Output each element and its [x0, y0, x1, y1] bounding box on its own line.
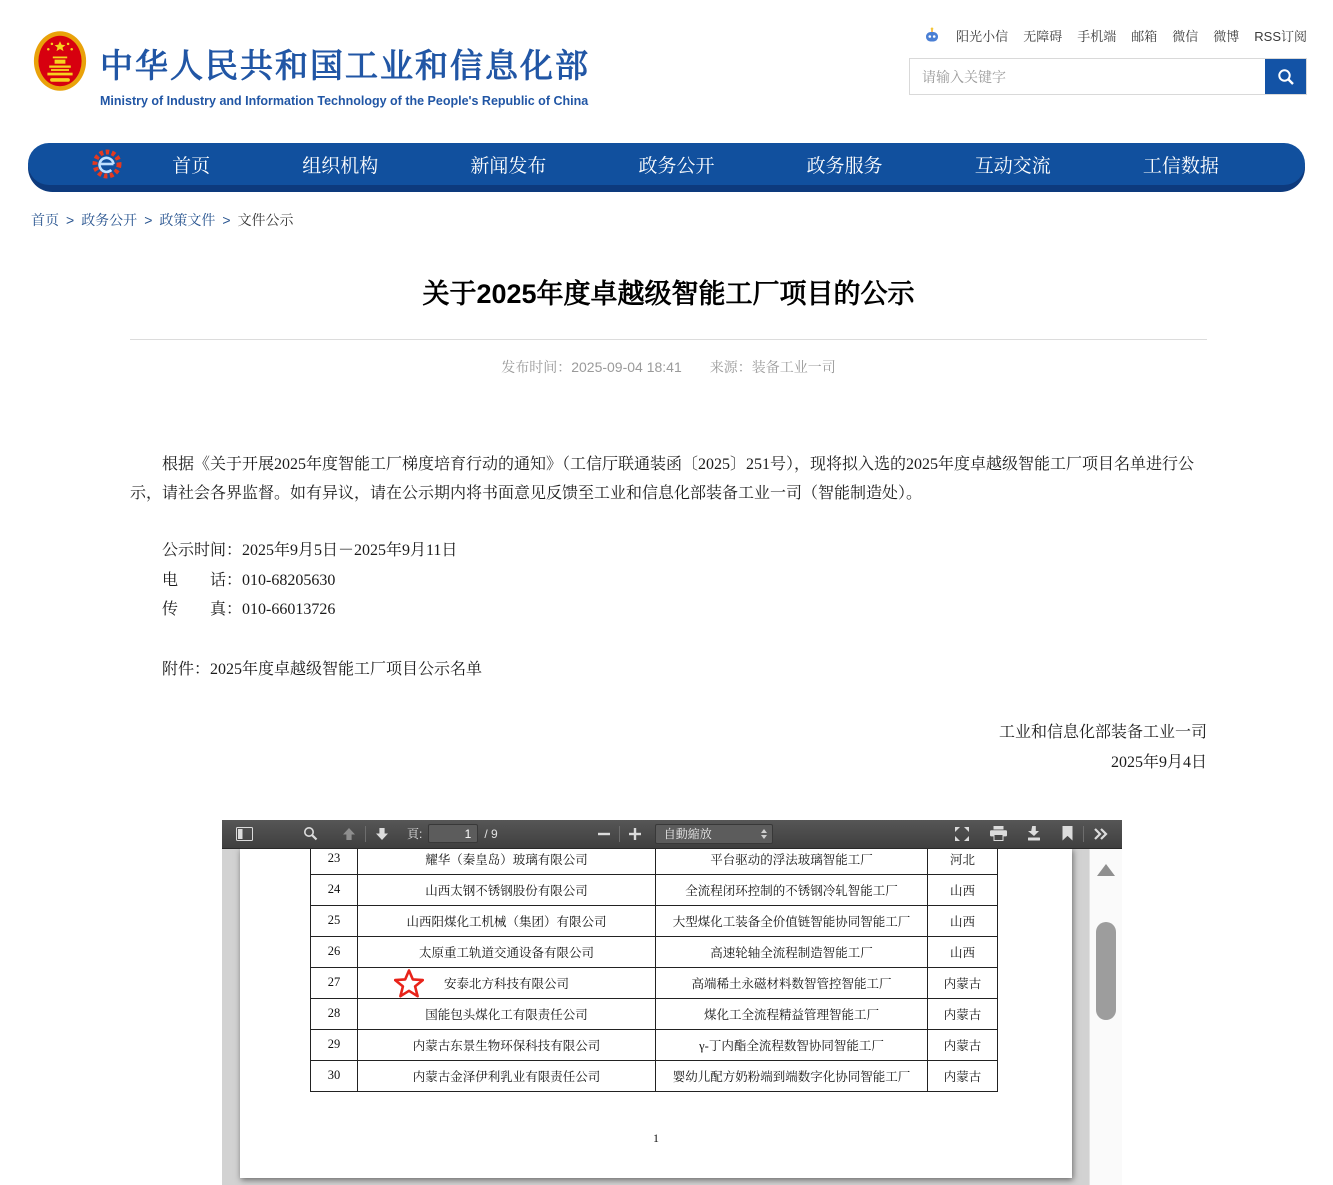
breadcrumb-item-1[interactable]: 首页: [31, 212, 59, 228]
signature-department: 工业和信息化部装备工业一司: [998, 723, 1207, 741]
site-title-block: [100, 40, 590, 108]
breadcrumb-separator: >: [66, 212, 75, 228]
article-body: [130, 450, 1207, 778]
quick-link-7[interactable]: RSS订阅: [1254, 29, 1307, 44]
cell-no: 29: [311, 1029, 358, 1060]
nav-item-1[interactable]: 首页: [172, 155, 211, 177]
presentation-mode-icon: [954, 826, 970, 842]
page-number-input[interactable]: [428, 824, 478, 843]
cell-no: 24: [311, 874, 358, 905]
cell-no: 30: [311, 1060, 358, 1091]
site-title: 中华人民共和国工业和信息化部: [100, 47, 590, 84]
cell-company: 太原重工轨道交通设备有限公司: [358, 936, 656, 967]
sidebar-toggle-icon: [236, 827, 253, 841]
previous-page-button[interactable]: [338, 825, 360, 843]
table-row: [311, 967, 998, 998]
cell-province: 河北: [928, 848, 998, 875]
scrollbar-up-icon[interactable]: [1097, 864, 1115, 876]
table-row: [311, 936, 998, 967]
table-row: [311, 998, 998, 1029]
header-right: [909, 26, 1307, 95]
quick-link-4[interactable]: 邮箱: [1131, 29, 1158, 44]
page-up-icon: [342, 827, 356, 841]
cell-company: 耀华（秦皇岛）玻璃有限公司: [358, 848, 656, 875]
contact-info: [130, 536, 1207, 625]
cell-province: 内蒙古: [928, 1060, 998, 1091]
select-spinner-icon: [761, 829, 767, 839]
signature-block: [130, 718, 1207, 778]
quick-link-5[interactable]: 微信: [1172, 29, 1199, 44]
cell-province: 山西: [928, 936, 998, 967]
quick-links: [909, 26, 1307, 45]
pdf-toolbar: [222, 820, 1122, 848]
cell-project: 大型煤化工装备全价值链智能协同智能工厂: [656, 905, 928, 936]
cell-no: 26: [311, 936, 358, 967]
double-chevron-right-icon: [1093, 828, 1108, 840]
miit-gear-logo-icon: [90, 147, 126, 181]
table-row: [311, 848, 998, 875]
site-header: [0, 0, 1333, 143]
site-subtitle: Ministry of Industry and Information Technology of the People's Republic of China: [100, 94, 589, 108]
table-row: [311, 1060, 998, 1091]
toolbar-right-group: [950, 824, 1122, 844]
bookmark-icon: [1061, 826, 1074, 841]
zoom-in-button[interactable]: [625, 826, 645, 842]
info-line-3: 传 真：010-66013726: [162, 601, 336, 618]
attachment-link[interactable]: 附件：2025年度卓越级智能工厂项目公示名单: [162, 660, 483, 678]
cell-company: 内蒙古东景生物环保科技有限公司: [358, 1029, 656, 1060]
zoom-select[interactable]: [655, 824, 773, 844]
find-button[interactable]: [299, 824, 322, 843]
cell-no: 28: [311, 998, 358, 1029]
info-line-2: 电 话：010-68205630: [162, 571, 336, 589]
toolbar-separator: [365, 826, 366, 842]
breadcrumb-separator: >: [222, 212, 231, 228]
main-nav: [28, 143, 1305, 185]
zoom-in-icon: [629, 828, 641, 840]
red-star-icon: [394, 969, 424, 1002]
signature-date: 2025年9月4日: [1110, 753, 1207, 771]
nav-item-7[interactable]: 工信数据: [1142, 155, 1219, 177]
cell-project: 高速轮轴全流程制造智能工厂: [656, 936, 928, 967]
breadcrumb-item-4: 文件公示: [237, 212, 294, 228]
scrollbar-thumb[interactable]: [1096, 922, 1116, 1020]
table-row: [311, 1029, 998, 1060]
more-tools-button[interactable]: [1089, 826, 1112, 842]
quick-link-3[interactable]: 手机端: [1077, 29, 1117, 44]
next-page-button[interactable]: [371, 825, 393, 843]
table-row: [311, 905, 998, 936]
sidebar-toggle-button[interactable]: [232, 825, 257, 843]
project-table: [310, 848, 998, 1092]
assistant-robot-icon[interactable]: [923, 27, 941, 44]
cell-project: 平台驱动的浮法玻璃智能工厂: [656, 848, 928, 875]
cell-project: 婴幼儿配方奶粉端到端数字化协同智能工厂: [656, 1060, 928, 1091]
breadcrumb-separator: >: [144, 212, 153, 228]
nav-items: [126, 151, 1265, 178]
nav-item-4[interactable]: 政务公开: [638, 155, 715, 177]
publish-time: 2025-09-04 18:41: [571, 359, 682, 375]
cell-company: 内蒙古金泽伊利乳业有限责任公司: [358, 1060, 656, 1091]
nav-item-3[interactable]: 新闻发布: [470, 155, 547, 177]
zoom-value: 自動縮放: [663, 827, 712, 841]
cell-project: 高端稀土永磁材料数智管控智能工厂: [656, 967, 928, 998]
main-nav-wrapper: [28, 143, 1305, 192]
cell-company: 国能包头煤化工有限责任公司: [358, 998, 656, 1029]
source-value: 装备工业一司: [751, 359, 836, 375]
pdf-scrollbar[interactable]: [1089, 848, 1122, 1185]
page-label: 頁:: [407, 827, 423, 841]
article-meta: [130, 340, 1207, 394]
search-button[interactable]: [1265, 59, 1306, 94]
toolbar-separator: [619, 826, 620, 842]
cell-province: 内蒙古: [928, 967, 998, 998]
nav-item-5[interactable]: 政务服务: [806, 155, 883, 177]
print-icon: [990, 826, 1007, 841]
cell-project: γ-丁内酯全流程数智协同智能工厂: [656, 1029, 928, 1060]
cell-company: 山西阳煤化工机械（集团）有限公司: [358, 905, 656, 936]
nav-item-6[interactable]: 互动交流: [974, 155, 1051, 177]
cell-province: 山西: [928, 874, 998, 905]
cell-province: 山西: [928, 905, 998, 936]
search-input[interactable]: [910, 59, 1265, 94]
source-label: 来源：: [709, 359, 752, 375]
find-icon: [303, 826, 318, 841]
pdf-content-area: [222, 848, 1122, 1185]
pdf-page: [240, 848, 1072, 1178]
table-row: [311, 874, 998, 905]
page-down-icon: [375, 827, 389, 841]
magnifier-icon: [1277, 68, 1295, 86]
breadcrumb-item-2[interactable]: 政务公开: [81, 212, 138, 228]
national-emblem-icon: [33, 30, 87, 97]
cell-no: 27: [311, 967, 358, 998]
quick-link-6[interactable]: 微博: [1213, 29, 1240, 44]
breadcrumb: [0, 192, 1333, 230]
toolbar-separator: [1083, 826, 1084, 842]
cell-company: 山西太钢不锈钢股份有限公司: [358, 874, 656, 905]
cell-province: 内蒙古: [928, 998, 998, 1029]
article: [0, 230, 1333, 778]
page-title: 关于2025年度卓越级智能工厂项目的公示: [130, 272, 1207, 340]
presentation-mode-button[interactable]: [950, 824, 974, 844]
cell-no: 23: [311, 848, 358, 875]
cell-province: 内蒙古: [928, 1029, 998, 1060]
nav-item-2[interactable]: 组织机构: [302, 155, 379, 177]
publish-time-label: 发布时间：: [501, 359, 572, 375]
print-button[interactable]: [986, 824, 1011, 843]
download-icon: [1027, 826, 1041, 841]
cell-no: 25: [311, 905, 358, 936]
breadcrumb-item-3[interactable]: 政策文件: [159, 212, 216, 228]
zoom-out-icon: [598, 828, 610, 840]
cell-project: 全流程闭环控制的不锈钢冷轧智能工厂: [656, 874, 928, 905]
download-button[interactable]: [1023, 824, 1045, 843]
page-total: / 9: [484, 826, 498, 841]
bookmark-button[interactable]: [1057, 824, 1078, 843]
pdf-viewer: [222, 820, 1122, 1185]
zoom-out-button[interactable]: [594, 826, 614, 842]
pdf-page-number: 1: [653, 1130, 659, 1145]
cell-project: 煤化工全流程精益管理智能工厂: [656, 998, 928, 1029]
info-line-1: 公示时间：2025年9月5日－2025年9月11日: [162, 542, 458, 559]
cell-company: 安泰北方科技有限公司: [358, 967, 656, 998]
article-paragraph: 根据《关于开展2025年度智能工厂梯度培育行动的通知》（工信厅联通装函〔2025〕251号），现将拟入选的2025年度卓越级智能工厂项目名单进行公示，请社会各界监督。如有异议，请在公示期内将书面意见反馈至工业和信息化部装备工业一司（智能制造处）。: [130, 456, 1195, 502]
quick-link-1[interactable]: 阳光小信: [956, 29, 1009, 44]
search-bar: [909, 58, 1307, 95]
quick-link-2[interactable]: 无障碍: [1023, 29, 1063, 44]
